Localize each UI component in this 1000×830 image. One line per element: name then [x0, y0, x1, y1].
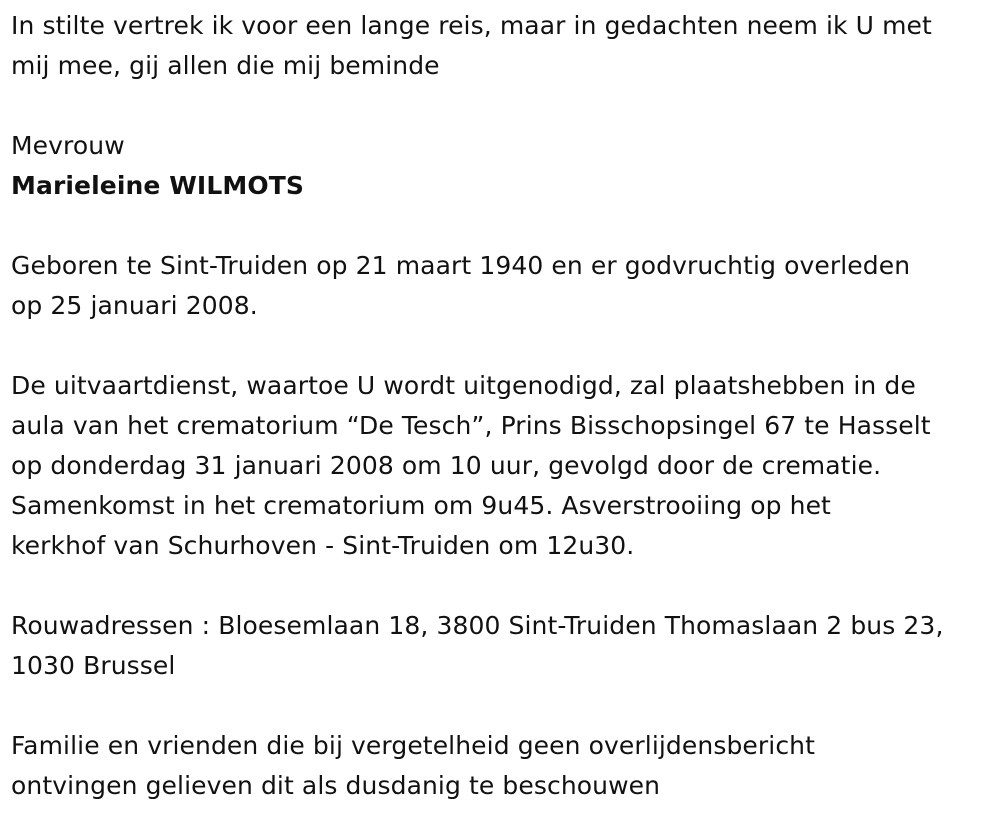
paragraph-spacer — [11, 86, 991, 126]
text-line: op donderdag 31 januari 2008 om 10 uur, gevolgd door de crematie. — [11, 451, 882, 480]
text-line: mij mee, gij allen die mij beminde — [11, 51, 440, 80]
text-line: Samenkomst in het crematorium om 9u45. Asverstrooiing op het — [11, 491, 831, 520]
birth-death-paragraph — [11, 246, 991, 326]
text-line: Rouwadressen : Bloesemlaan 18, 3800 Sint-Truiden Thomaslaan 2 bus 23, — [11, 611, 944, 640]
obituary-notice — [11, 6, 991, 806]
text-line: De uitvaartdienst, waartoe U wordt uitgenodigd, zal plaatshebben in de — [11, 371, 916, 400]
text-line: Geboren te Sint-Truiden op 21 maart 1940 en er godvruchtig overleden — [11, 251, 911, 280]
text-line: op 25 januari 2008. — [11, 291, 258, 320]
paragraph-spacer — [11, 566, 991, 606]
text-line: In stilte vertrek ik voor een lange reis, maar in gedachten neem ik U met — [11, 11, 932, 40]
text-line: Familie en vrienden die bij vergetelheid geen overlijdensbericht — [11, 731, 816, 760]
funeral-service-paragraph — [11, 366, 991, 566]
text-line: 1030 Brussel — [11, 651, 176, 680]
text-line: aula van het crematorium “De Tesch”, Prins Bisschopsingel 67 te Hasselt — [11, 411, 931, 440]
intro-paragraph — [11, 6, 991, 86]
text-line: kerkhof van Schurhoven - Sint-Truiden om 12u30. — [11, 531, 635, 560]
paragraph-spacer — [11, 686, 991, 726]
text-line: ontvingen gelieven dit als dusdanig te beschouwen — [11, 771, 661, 800]
honorific-title: Mevrouw — [11, 131, 125, 160]
condolence-address-paragraph — [11, 606, 991, 686]
paragraph-spacer — [11, 206, 991, 246]
closing-paragraph — [11, 726, 991, 806]
deceased-name: Marieleine WILMOTS — [11, 171, 304, 200]
paragraph-spacer — [11, 326, 991, 366]
